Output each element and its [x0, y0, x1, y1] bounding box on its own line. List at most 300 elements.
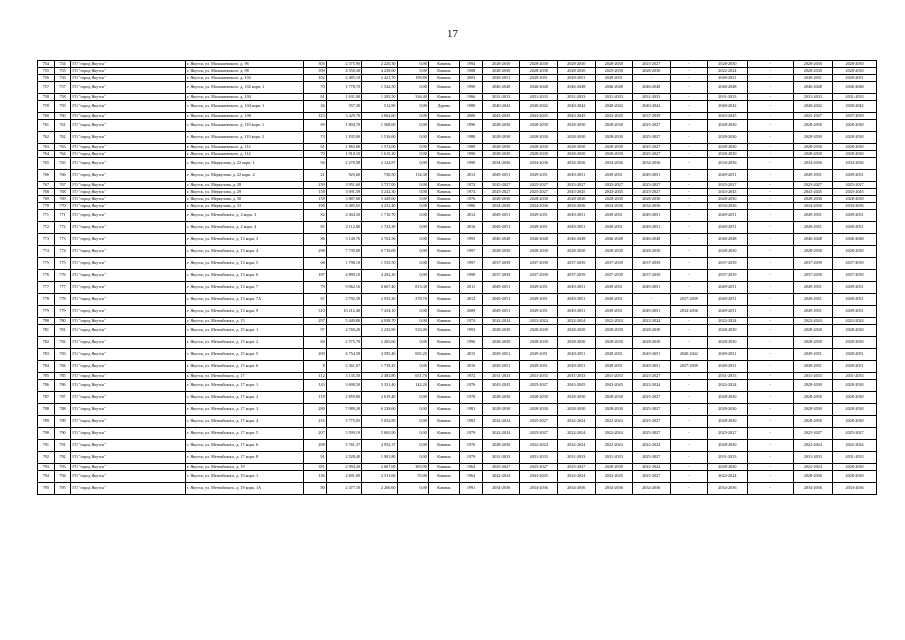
cell-row-no: 793 — [38, 464, 55, 471]
cell-year-built: 2016 — [460, 222, 483, 234]
cell-term-basement: 2028-2030 — [833, 464, 877, 471]
cell-term-foundation: 2028-2030 — [558, 132, 596, 144]
cell-term-facade: 2025-2027 — [520, 380, 558, 392]
cell-term-roof: 2037-2039 — [482, 258, 520, 270]
cell-term-basement: 2049-2051 — [833, 75, 877, 82]
cell-term-electric: 2028-2030 — [708, 196, 748, 203]
cell-term-gas: - — [747, 471, 793, 483]
cell-year-built: 2012 — [460, 210, 483, 222]
cell-term-gas: - — [747, 101, 793, 113]
cell-municipality: ГО "город Якутск" — [71, 306, 186, 318]
cell-area-total: 2 691,00 — [326, 471, 361, 483]
cell-term-elevator: - — [670, 101, 708, 113]
registry-sheet — [37, 60, 877, 495]
cell-term-electric: 2031-2033 — [708, 94, 748, 101]
table-row — [38, 464, 877, 471]
cell-municipality: ГО "город Якутск" — [71, 404, 186, 416]
cell-term-basement: 2028-2030 — [833, 471, 877, 483]
cell-term-heating: 2031-2033 — [595, 373, 633, 380]
cell-term-foundation: 2022-2024 — [558, 318, 596, 325]
table-row — [38, 270, 877, 282]
cell-term-gas: - — [747, 294, 793, 306]
cell-area-total: 2 375,90 — [326, 61, 361, 68]
cell-term-sewer: 2028-2030 — [793, 471, 833, 483]
cell-term-electric: 2031-2033 — [708, 373, 748, 380]
cell-term-elevator: 2034-2036 — [670, 306, 708, 318]
cell-term-basement: 2028-2030 — [833, 151, 877, 158]
cell-area-living: 512,90 — [362, 101, 397, 113]
cell-term-facade: 2031-2033 — [520, 373, 558, 380]
table-row — [38, 246, 877, 258]
cell-term-basement: 2046-2048 — [833, 234, 877, 246]
cell-address: г. Якутск, ул. Мечтайского, д. 17 корп. 1 — [185, 380, 303, 392]
cell-term-heating: 2043-2045 — [595, 189, 633, 196]
cell-term-sewer: 2031-2033 — [793, 452, 833, 464]
cell-term-basement: 2034-2036 — [833, 483, 877, 495]
cell-area-living: 2 762,56 — [362, 234, 397, 246]
cell-term-gas: - — [747, 464, 793, 471]
cell-area-living: 4 938,70 — [362, 318, 397, 325]
cell-term-electric: 2049-2051 — [708, 349, 748, 361]
cell-area-total: 2 361,67 — [326, 361, 361, 373]
cell-reg-no: 792 — [54, 452, 71, 464]
cell-term-sewer: 2031-2033 — [793, 373, 833, 380]
cell-row-no: 770 — [38, 203, 55, 210]
cell-row-no: 768 — [38, 189, 55, 196]
cell-municipality: ГО "город Якутск" — [71, 282, 186, 294]
cell-term-sewer: 2028-2030 — [793, 404, 833, 416]
cell-area-total: 3 691,59 — [326, 189, 361, 196]
cell-area-nonliving: 695,20 — [397, 349, 428, 361]
cell-term-foundation: 2037-2039 — [558, 258, 596, 270]
cell-area-nonliving: 0,00 — [397, 61, 428, 68]
cell-residents: 143 — [303, 380, 326, 392]
cell-term-heating: 2028-2030 — [595, 246, 633, 258]
cell-term-foundation: 2022-2024 — [558, 471, 596, 483]
cell-address: г. Якутск, ул. Мечтайского, д. 15 корп. 6 — [185, 361, 303, 373]
cell-term-heating: 2028-2030 — [595, 61, 633, 68]
cell-term-foundation: 2028-2030 — [558, 68, 596, 75]
cell-term-roof: 2031-2033 — [482, 452, 520, 464]
cell-municipality: ГО "город Якутск" — [71, 416, 186, 428]
cell-term-sewer: 2049-2051 — [793, 361, 833, 373]
cell-term-electric: 2028-2030 — [708, 61, 748, 68]
cell-term-facade: 2049-2051 — [520, 222, 558, 234]
cell-area-living: 5 052,85 — [362, 416, 397, 428]
cell-term-foundation: 2031-2033 — [558, 452, 596, 464]
cell-term-roof: 2028-2030 — [482, 151, 520, 158]
cell-term-gas: - — [747, 113, 793, 120]
cell-term-elevator: - — [670, 182, 708, 189]
cell-address: г. Якутск, ул. Мечтайского, д. 13 корп. 6 — [185, 270, 303, 282]
cell-wall-material: Камень — [428, 282, 459, 294]
cell-area-living: 3 449,60 — [362, 196, 397, 203]
table-row — [38, 380, 877, 392]
cell-wall-material: Камень — [428, 361, 459, 373]
cell-residents: 21 — [303, 170, 326, 182]
cell-area-total: 4 550,30 — [326, 68, 361, 75]
table-row — [38, 452, 877, 464]
cell-term-basement: 2022-2024 — [833, 440, 877, 452]
cell-year-built: 1990 — [460, 151, 483, 158]
cell-term-basement: 2028-2030 — [833, 196, 877, 203]
cell-residents: 310 — [303, 306, 326, 318]
cell-area-total: 6 754,59 — [326, 349, 361, 361]
cell-term-water: 2034-2036 — [633, 203, 671, 210]
cell-term-electric: 2034-2036 — [708, 158, 748, 170]
cell-residents: 123 — [303, 113, 326, 120]
cell-term-electric: 2025-2027 — [708, 428, 748, 440]
cell-term-basement: 2049-2051 — [833, 349, 877, 361]
cell-term-roof: 2046-2048 — [482, 82, 520, 94]
cell-address: г. Якутск, ул. Малышевского, д. 112 — [185, 144, 303, 151]
page-number: 17 — [447, 28, 458, 40]
cell-term-electric: 2046-2048 — [708, 234, 748, 246]
cell-address: г. Якутск, ул. Малышевского, д. 102 корп. 1 — [185, 82, 303, 94]
cell-area-living: 1 542,50 — [362, 82, 397, 94]
cell-municipality: ГО "город Якутск" — [71, 82, 186, 94]
cell-term-electric: 2028-2030 — [708, 325, 748, 337]
cell-year-built: 1998 — [460, 270, 483, 282]
cell-row-no: 756 — [38, 75, 55, 82]
cell-municipality: ГО "город Якутск" — [71, 113, 186, 120]
cell-term-roof: 2031-2033 — [482, 373, 520, 380]
cell-address: г. Якутск, ул. Малышевского, д. 102 — [185, 75, 303, 82]
cell-year-built: 1972 — [460, 373, 483, 380]
cell-term-foundation: 2028-2030 — [558, 151, 596, 158]
cell-term-electric: 2049-2051 — [708, 222, 748, 234]
cell-term-foundation: 2049-2051 — [558, 361, 596, 373]
cell-term-heating: 2022-2024 — [595, 416, 633, 428]
cell-area-nonliving: 651,70 — [397, 373, 428, 380]
cell-area-living: 1 615,20 — [362, 151, 397, 158]
cell-area-living: 2 737,00 — [362, 182, 397, 189]
cell-term-roof: 2028-2030 — [482, 404, 520, 416]
cell-area-nonliving: 0,00 — [397, 416, 428, 428]
cell-term-sewer: 2025-2027 — [793, 428, 833, 440]
cell-term-roof: 2025-2027 — [482, 189, 520, 196]
table-row — [38, 158, 877, 170]
table-row — [38, 404, 877, 416]
cell-year-built: 1997 — [460, 246, 483, 258]
table-row — [38, 203, 877, 210]
cell-term-basement: 2049-2051 — [833, 222, 877, 234]
cell-year-built: 1988 — [460, 132, 483, 144]
cell-reg-no: 757 — [54, 82, 71, 94]
cell-term-heating: 2028-2030 — [595, 151, 633, 158]
table-row — [38, 222, 877, 234]
cell-area-nonliving: 0,00 — [397, 132, 428, 144]
cell-year-built: 1991 — [460, 483, 483, 495]
cell-area-total: 9 062,16 — [326, 282, 361, 294]
cell-reg-no: 771 — [54, 210, 71, 222]
cell-row-no: 764 — [38, 151, 55, 158]
cell-municipality: ГО "город Якутск" — [71, 151, 186, 158]
cell-term-gas: - — [747, 270, 793, 282]
cell-year-built: 1981 — [460, 404, 483, 416]
cell-term-basement: 2028-2030 — [833, 132, 877, 144]
cell-address: г. Якутск, ул. Меркулова, д. 28 — [185, 182, 303, 189]
cell-term-electric: 2040-2042 — [708, 101, 748, 113]
cell-area-nonliving: 0,00 — [397, 483, 428, 495]
cell-term-facade: 2049-2051 — [520, 361, 558, 373]
cell-term-gas: - — [747, 325, 793, 337]
cell-reg-no: 786 — [54, 380, 71, 392]
cell-municipality: ГО "город Якутск" — [71, 452, 186, 464]
cell-term-heating: 2028-2030 — [595, 404, 633, 416]
cell-area-total: 3 135,50 — [326, 373, 361, 380]
cell-address: г. Якутск, ул. Малышевского, д. 96 — [185, 61, 303, 68]
cell-year-built: 1979 — [460, 428, 483, 440]
cell-reg-no: 765 — [54, 158, 71, 170]
cell-residents: 118 — [303, 392, 326, 404]
cell-address: г. Якутск, ул. Мечтайского, д. 19 корп. 1А — [185, 483, 303, 495]
cell-area-total: 1 798,10 — [326, 258, 361, 270]
cell-residents: 80 — [303, 483, 326, 495]
cell-term-heating: 2028-2030 — [595, 325, 633, 337]
cell-term-basement: 2037-2039 — [833, 258, 877, 270]
table-row — [38, 151, 877, 158]
cell-term-electric: 2028-2030 — [708, 151, 748, 158]
cell-address: г. Якутск, ул. Меркулова, д. 33 — [185, 203, 303, 210]
table-row — [38, 483, 877, 495]
cell-term-electric: 2031-2033 — [708, 452, 748, 464]
cell-term-heating: 2043-2045 — [595, 471, 633, 483]
cell-term-elevator: - — [670, 68, 708, 75]
cell-address: г. Якутск, ул. Мечтайского, д. 13 корп. 9 — [185, 306, 303, 318]
cell-area-total: 2 477,10 — [326, 483, 361, 495]
cell-term-electric: 2049-2051 — [708, 294, 748, 306]
cell-term-roof: 2049-2051 — [482, 222, 520, 234]
cell-term-elevator: - — [670, 373, 708, 380]
table-row — [38, 471, 877, 483]
cell-term-basement: 2025-2027 — [833, 428, 877, 440]
cell-residents: 102 — [303, 75, 326, 82]
cell-term-water: 2025-2027 — [633, 189, 671, 196]
cell-year-built: 1976 — [460, 440, 483, 452]
cell-area-living: 3 331,40 — [362, 380, 397, 392]
table-row — [38, 428, 877, 440]
cell-year-built: 1964 — [460, 464, 483, 471]
cell-year-built: 2003 — [460, 75, 483, 82]
cell-term-water: 2028-2030 — [633, 68, 671, 75]
cell-wall-material: Камень — [428, 94, 459, 101]
cell-area-nonliving: 0,00 — [397, 428, 428, 440]
cell-term-sewer: 2034-2036 — [793, 203, 833, 210]
cell-wall-material: Камень — [428, 182, 459, 189]
cell-term-facade: 2025-2027 — [520, 416, 558, 428]
cell-term-facade: 2043-2045 — [520, 113, 558, 120]
cell-term-gas: - — [747, 151, 793, 158]
cell-term-foundation: 2028-2030 — [558, 196, 596, 203]
cell-municipality: ГО "город Якутск" — [71, 392, 186, 404]
cell-residents: 200 — [303, 349, 326, 361]
cell-term-roof: 2049-2051 — [482, 294, 520, 306]
cell-area-living: 6 238,60 — [362, 404, 397, 416]
cell-area-living: 3 242,30 — [362, 189, 397, 196]
table-row — [38, 282, 877, 294]
cell-term-elevator: - — [670, 158, 708, 170]
cell-term-elevator: - — [670, 246, 708, 258]
cell-term-facade: 2025-2027 — [520, 464, 558, 471]
cell-term-gas: - — [747, 440, 793, 452]
cell-area-total: 2 112,80 — [326, 222, 361, 234]
cell-term-roof: 2046-2048 — [482, 234, 520, 246]
cell-residents: 84 — [303, 337, 326, 349]
cell-term-foundation: 2022-2024 — [558, 440, 596, 452]
cell-term-roof: 2028-2030 — [482, 392, 520, 404]
cell-area-nonliving: 0,00 — [397, 440, 428, 452]
cell-term-electric: 2034-2036 — [708, 203, 748, 210]
cell-row-no: 782 — [38, 337, 55, 349]
cell-term-electric: 2028-2030 — [708, 144, 748, 151]
cell-term-foundation: 2028-2030 — [558, 120, 596, 132]
cell-area-nonliving: 0,00 — [397, 82, 428, 94]
cell-address: г. Якутск, ул. Мечтайского, д. 2 корп. 4 — [185, 222, 303, 234]
cell-term-roof: 2049-2051 — [482, 349, 520, 361]
cell-address: г. Якутск, ул. Меркулова, д. 29 — [185, 189, 303, 196]
cell-term-heating: 2034-2036 — [595, 203, 633, 210]
cell-row-no: 776 — [38, 270, 55, 282]
cell-term-sewer: 2028-2030 — [793, 61, 833, 68]
table-row — [38, 325, 877, 337]
cell-term-sewer: 2046-2048 — [793, 82, 833, 94]
cell-year-built: 2011 — [460, 282, 483, 294]
cell-term-gas: - — [747, 75, 793, 82]
cell-term-basement: 2049-2051 — [833, 170, 877, 182]
cell-area-total: 1 835,00 — [326, 132, 361, 144]
cell-reg-no: 768 — [54, 189, 71, 196]
cell-area-total: 5 761,37 — [326, 440, 361, 452]
cell-wall-material: Камень — [428, 203, 459, 210]
cell-area-living: 4 952,37 — [362, 440, 397, 452]
cell-term-water: 2028-2030 — [633, 325, 671, 337]
cell-area-total: 1 804,70 — [326, 120, 361, 132]
cell-term-electric: 2028-2030 — [708, 132, 748, 144]
cell-row-no: 760 — [38, 113, 55, 120]
cell-term-sewer: 2028-2030 — [793, 337, 833, 349]
cell-area-total: 3 792,39 — [326, 294, 361, 306]
cell-residents: 207 — [303, 428, 326, 440]
cell-term-roof: 2049-2051 — [482, 306, 520, 318]
cell-area-nonliving: 199,80 — [397, 75, 428, 82]
cell-address: г. Якутск, ул. Мечтайского, д. 17 корп. 6 — [185, 440, 303, 452]
cell-term-roof: 2049-2051 — [482, 361, 520, 373]
cell-year-built: 1997 — [460, 258, 483, 270]
table-row — [38, 318, 877, 325]
cell-term-foundation: 2043-2045 — [558, 189, 596, 196]
cell-wall-material: Камень — [428, 325, 459, 337]
cell-term-heating: 2043-2045 — [595, 113, 633, 120]
cell-term-facade: 2049-2051 — [520, 170, 558, 182]
cell-term-basement: 2037-2039 — [833, 113, 877, 120]
cell-municipality: ГО "город Якутск" — [71, 170, 186, 182]
cell-term-foundation: 2049-2051 — [558, 210, 596, 222]
cell-term-gas: - — [747, 404, 793, 416]
cell-area-living: 2 511,60 — [362, 471, 397, 483]
cell-year-built: 1986 — [460, 203, 483, 210]
cell-area-nonliving: 0,00 — [397, 306, 428, 318]
cell-term-water: 2025-2027 — [633, 373, 671, 380]
table-row — [38, 75, 877, 82]
cell-term-water: 2025-2027 — [633, 392, 671, 404]
cell-address: г. Якутск, ул. Мечтайского, д. 2 корп. 3 — [185, 210, 303, 222]
cell-address: г. Якутск, ул. Мечтайского, д. 13 корп. 7 — [185, 282, 303, 294]
cell-term-electric: 2049-2051 — [708, 282, 748, 294]
cell-municipality: ГО "город Якутск" — [71, 68, 186, 75]
cell-term-basement: 2028-2030 — [833, 68, 877, 75]
cell-municipality: ГО "город Якутск" — [71, 440, 186, 452]
cell-term-electric: 2049-2051 — [708, 170, 748, 182]
cell-year-built: 1979 — [460, 452, 483, 464]
cell-row-no: 773 — [38, 234, 55, 246]
cell-term-facade: 2031-2033 — [520, 94, 558, 101]
cell-area-total: 1 778,70 — [326, 82, 361, 94]
cell-term-basement: 2028-2030 — [833, 144, 877, 151]
cell-term-electric: 2037-2039 — [708, 270, 748, 282]
cell-row-no: 783 — [38, 349, 55, 361]
cell-area-nonliving: 0,00 — [397, 158, 428, 170]
cell-term-sewer: 2049-2051 — [793, 349, 833, 361]
table-row — [38, 68, 877, 75]
cell-term-electric: 2043-2045 — [708, 113, 748, 120]
cell-term-water: 2022-2024 — [633, 318, 671, 325]
cell-wall-material: Камень — [428, 132, 459, 144]
cell-reg-no: 791 — [54, 440, 71, 452]
cell-term-roof: 2025-2027 — [482, 182, 520, 189]
cell-residents: 66 — [303, 258, 326, 270]
cell-term-roof: 2028-2030 — [482, 61, 520, 68]
cell-term-foundation: 2049-2051 — [558, 170, 596, 182]
cell-term-foundation: 2043-2045 — [558, 380, 596, 392]
cell-area-nonliving: 0,00 — [397, 144, 428, 151]
cell-area-nonliving: 0,00 — [397, 182, 428, 189]
cell-term-heating: 2034-2036 — [595, 158, 633, 170]
cell-row-no: 789 — [38, 416, 55, 428]
cell-term-elevator: 2037-2039 — [670, 294, 708, 306]
cell-term-roof: 2028-2030 — [482, 337, 520, 349]
cell-reg-no: 781 — [54, 325, 71, 337]
cell-term-facade: 2025-2027 — [520, 189, 558, 196]
cell-area-living: 7 434,10 — [362, 306, 397, 318]
cell-year-built: 2015 — [460, 349, 483, 361]
cell-term-heating: 2043-2045 — [595, 380, 633, 392]
cell-term-elevator: - — [670, 61, 708, 68]
cell-address: г. Якутск, ул. Мечтайского, д. 19 — [185, 464, 303, 471]
cell-term-roof: 2022-2024 — [482, 318, 520, 325]
cell-address: г. Якутск, ул. Мечтайского, д. 15 — [185, 318, 303, 325]
cell-area-living: 3 062,60 — [362, 113, 397, 120]
cell-term-elevator: - — [670, 144, 708, 151]
cell-term-heating: 2040-2042 — [595, 101, 633, 113]
cell-municipality: ГО "город Якутск" — [71, 483, 186, 495]
cell-wall-material: Камень — [428, 222, 459, 234]
cell-term-basement: 2034-2036 — [833, 203, 877, 210]
cell-reg-no: 777 — [54, 282, 71, 294]
cell-term-roof: 2031-2033 — [482, 94, 520, 101]
cell-area-nonliving: 0,00 — [397, 101, 428, 113]
cell-wall-material: Камень — [428, 471, 459, 483]
cell-address: г. Якутск, ул. Малышевского, д. 98 — [185, 68, 303, 75]
cell-area-total: 4 899,10 — [326, 270, 361, 282]
cell-year-built: 1996 — [460, 120, 483, 132]
cell-term-foundation: 2034-2036 — [558, 203, 596, 210]
cell-term-gas: - — [747, 203, 793, 210]
cell-term-facade: 2028-2030 — [520, 325, 558, 337]
cell-term-water: 2028-2030 — [633, 246, 671, 258]
cell-term-water: 2025-2027 — [633, 416, 671, 428]
cell-area-total: 2 485,10 — [326, 75, 361, 82]
